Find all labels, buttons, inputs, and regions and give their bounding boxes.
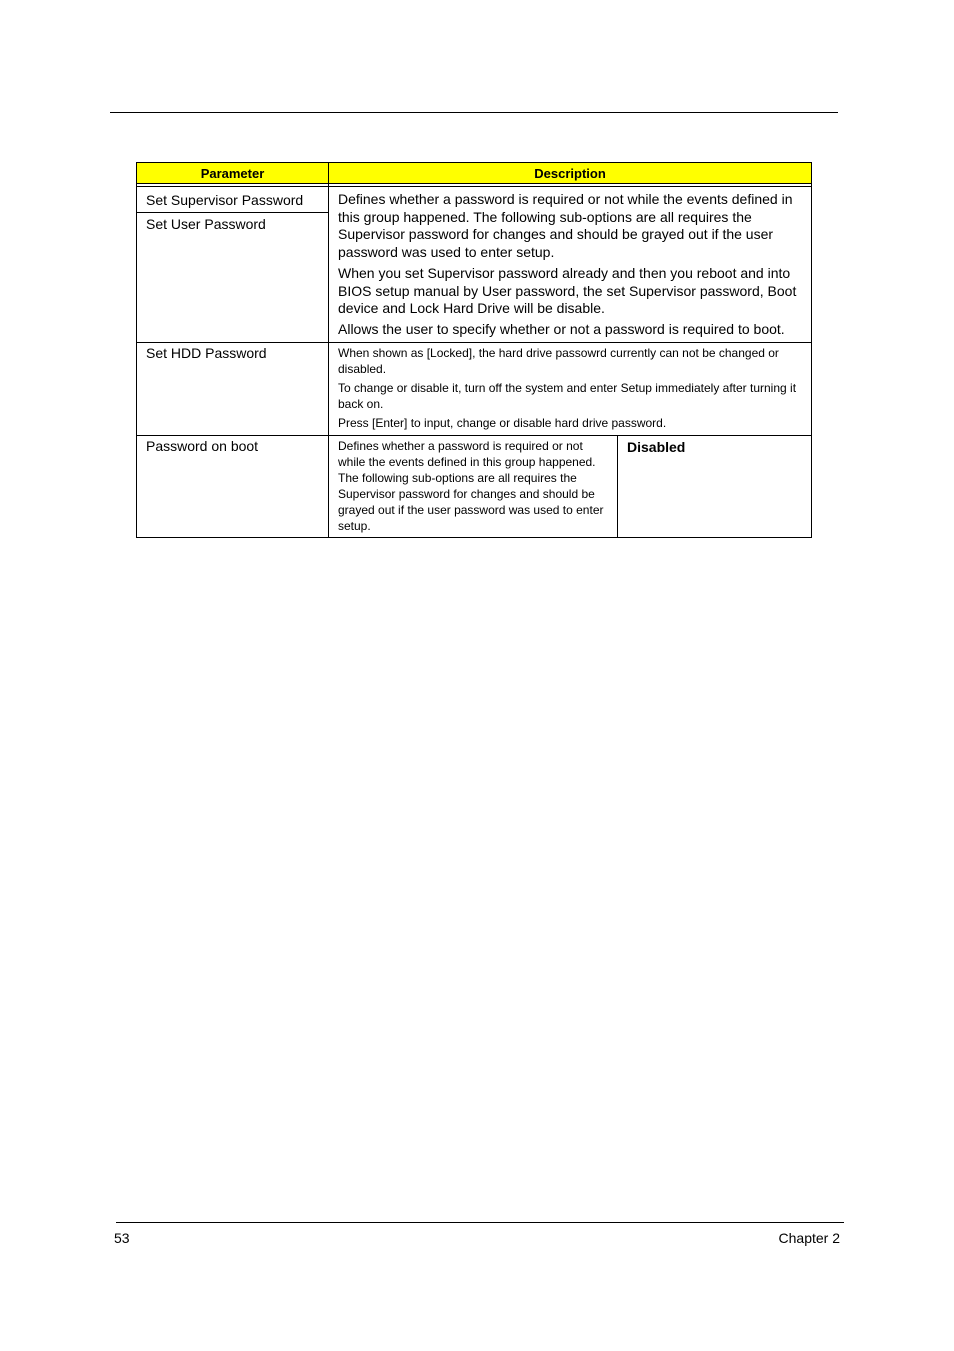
description-paragraph: When shown as [Locked], the hard drive passowrd currently can not be changed or disabled. xyxy=(338,345,779,376)
description-paragraph: When you set Supervisor password already and then you reboot and into BIOS setup manual by User password, the set Supervisor password, Boot device and Lock Hard Drive will be disable. xyxy=(338,264,797,317)
param-cell xyxy=(137,435,329,537)
header-rule xyxy=(110,112,838,113)
description-paragraph: Press [Enter] to input, change or disable hard drive password. xyxy=(338,415,667,430)
table-row xyxy=(137,435,812,537)
page-number: 53 xyxy=(114,1230,130,1246)
header-parameter: Parameter xyxy=(137,163,329,184)
chapter-label: Chapter 2 xyxy=(778,1230,840,1246)
description-paragraph: Allows the user to specify whether or not a password is required to boot. xyxy=(338,320,785,337)
param-set-hdd-password: Set HDD Password xyxy=(146,344,267,361)
footer-rule xyxy=(116,1222,844,1223)
description-cell xyxy=(329,342,812,435)
param-cell xyxy=(137,342,329,435)
description-cell xyxy=(329,435,618,537)
header-description: Description xyxy=(329,163,812,184)
description-paragraph: Defines whether a password is required or not while the events defined in this group happened. The following sub-options are all requires the Supervisor password for changes and should be grayed out if the user password was used to enter setup. xyxy=(338,191,793,261)
description-paragraph: To change or disable it, turn off the system and enter Setup immediately after turning it back on. xyxy=(338,380,797,411)
table-row xyxy=(137,187,812,343)
param-set-user-password: Set User Password xyxy=(146,216,266,232)
param-password-on-boot: Password on boot xyxy=(146,437,259,454)
description-cell xyxy=(329,187,812,343)
table-row xyxy=(137,342,812,435)
param-cell xyxy=(137,187,329,343)
table-header-row xyxy=(137,163,812,184)
parameter-table xyxy=(136,162,812,538)
param-set-supervisor-password: Set Supervisor Password xyxy=(146,192,304,208)
description-paragraph: Defines whether a password is required or not while the events defined in this group happened. The following sub-options are all requires the Supervisor password for changes and should be grayed out if the user password was used to enter setup. xyxy=(338,438,604,533)
value-cell: Disabled xyxy=(618,435,812,537)
